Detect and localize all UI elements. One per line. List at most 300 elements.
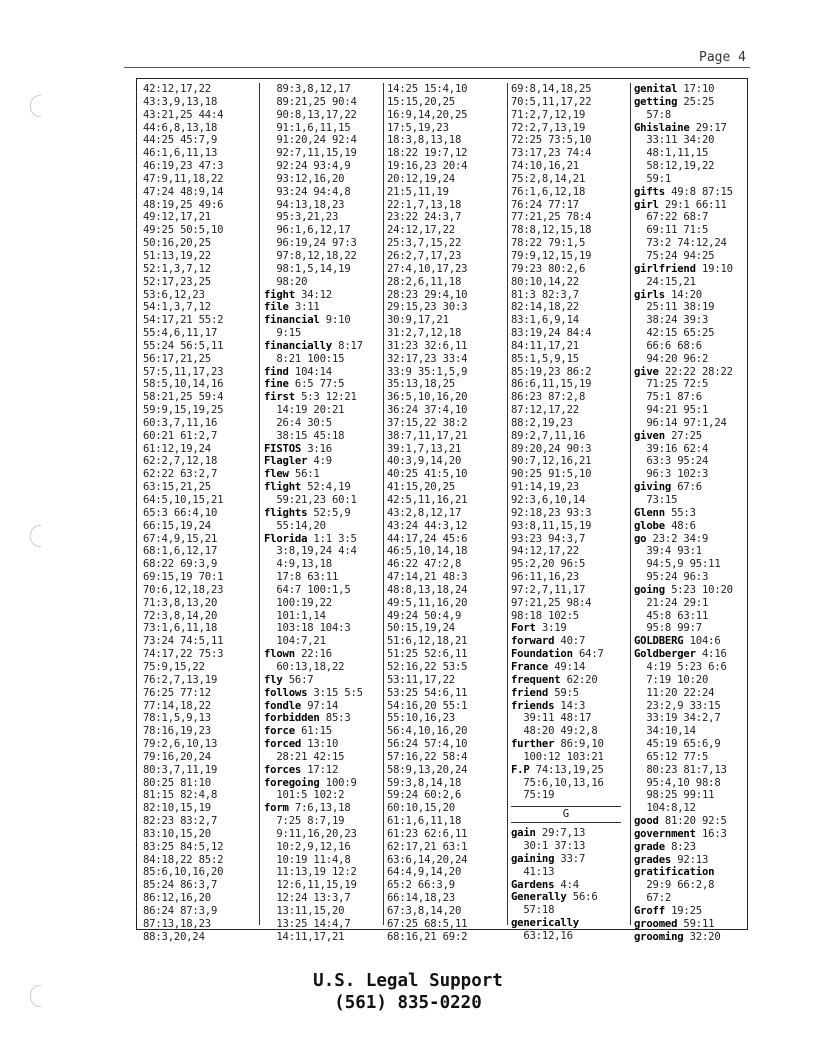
page-line-refs: 71:3,8,13,20	[143, 596, 218, 609]
index-entry	[264, 764, 382, 777]
page-line-refs: 29:17	[689, 121, 727, 134]
index-entry	[511, 879, 629, 892]
page-line-refs: 79:16,20,24	[143, 750, 211, 763]
index-entry-continuation	[264, 584, 382, 597]
page-line-refs: 4:19 5:23 6:6	[634, 660, 727, 673]
index-entry	[511, 635, 629, 648]
page-line-refs: 96:14 97:1,24	[634, 416, 727, 429]
page-line-refs: 14:3	[554, 699, 586, 712]
page-line-refs: 49:24 50:4,9	[387, 609, 462, 622]
index-term: Ghislaine	[634, 121, 690, 134]
index-entry	[264, 289, 382, 302]
page-line-refs: 44:6,8,13,18	[143, 121, 218, 134]
index-entry-continuation	[143, 109, 255, 122]
page-line-refs: 23:22 24:3,7	[387, 211, 462, 224]
index-entry-continuation	[143, 635, 255, 648]
page-line-refs: 66:15,19,24	[143, 519, 211, 532]
page-line-refs: 97:8,12,18,22	[264, 249, 357, 262]
page-line-refs: 78:1,5,9,13	[143, 712, 211, 725]
page-line-refs: 73:2 74:12,24	[634, 237, 727, 250]
index-term: genital	[634, 83, 678, 95]
page-line-refs: 51:25 52:6,11	[387, 648, 468, 661]
index-entry-continuation	[387, 468, 505, 481]
index-entry-continuation	[143, 83, 255, 96]
page-line-refs: 72:3,8,14,20	[143, 609, 218, 622]
index-entry	[634, 430, 746, 443]
index-entry-continuation	[511, 840, 629, 853]
page-line-refs: 70:5,11,17,22	[511, 95, 592, 108]
page-line-refs: 94:5,9 95:11	[634, 558, 721, 571]
page-line-refs: 89:2,7,11,16	[511, 429, 586, 442]
page-line-refs: 72:25 73:5,10	[511, 134, 592, 147]
page-line-refs: 80:25 81:10	[143, 776, 211, 789]
page-line-refs: 57:16,22 58:4	[387, 750, 468, 763]
page-line-refs: 52:4,19	[301, 481, 351, 494]
index-entry-continuation	[387, 558, 505, 571]
index-entry-continuation	[387, 751, 505, 764]
page-line-refs: 73:17,23 74:4	[511, 147, 592, 160]
page-line-refs: 56:7	[282, 673, 314, 686]
index-entry-continuation	[634, 340, 746, 353]
page-line-refs: 67:6	[671, 481, 702, 494]
index-entry-continuation	[143, 571, 255, 584]
page-line-refs: 47:9,11,18,22	[143, 172, 224, 185]
index-entry	[634, 186, 746, 199]
page-line-refs: 53:11,17,22	[387, 673, 455, 686]
index-entry-continuation	[387, 404, 505, 417]
index-entry-continuation	[264, 610, 382, 623]
index-term: given	[634, 429, 665, 442]
index-entry-continuation	[387, 725, 505, 738]
page-line-refs: 50:15,19,24	[387, 622, 455, 635]
index-entry-continuation	[264, 558, 382, 571]
index-entry-continuation	[634, 571, 746, 584]
page-line-refs: 69:8,14,18,25	[511, 83, 592, 95]
page-line-refs: 68:22 69:3,9	[143, 558, 218, 571]
page-line-refs: 92:13	[671, 853, 709, 866]
index-column-2	[264, 83, 382, 943]
page-line-refs: 97:14	[301, 699, 339, 712]
page-line-refs: 18:22 19:7,12	[387, 147, 468, 160]
page-line-refs: 62:2,7,12,18	[143, 455, 218, 468]
page-line-refs: 33:19 34:2,7	[634, 712, 721, 725]
index-entry-continuation	[511, 327, 629, 340]
index-entry-continuation	[143, 610, 255, 623]
page-line-refs: 41:15,20,25	[387, 481, 455, 494]
index-entry-continuation	[387, 918, 505, 931]
index-entry-continuation	[264, 828, 382, 841]
index-entry	[634, 828, 746, 841]
page-line-refs: 35:13,18,25	[387, 378, 455, 391]
page-line-refs: 3:19	[535, 622, 567, 635]
page-line-refs: 43:24 44:3,12	[387, 519, 468, 532]
index-entry-continuation	[143, 404, 255, 417]
index-entry-continuation	[511, 443, 629, 456]
index-entry-continuation	[143, 250, 255, 263]
page-line-refs: 63:3 95:24	[634, 455, 709, 468]
index-entry-continuation	[143, 892, 255, 905]
page-line-refs: 17:5,19,23	[387, 121, 449, 134]
page-line-refs: 89:20,24 90:3	[511, 442, 592, 455]
index-term: gratification	[634, 866, 715, 879]
page-line-refs: 58:21,25 59:4	[143, 391, 224, 404]
page-line-refs: 84:18,22 85:2	[143, 853, 224, 866]
page-line-refs: 75:24 94:25	[634, 249, 715, 262]
index-term: groomed	[634, 917, 678, 930]
index-term: flights	[264, 506, 308, 519]
page-line-refs: 67:2	[634, 892, 672, 905]
index-entry-continuation	[634, 468, 746, 481]
index-entry-continuation	[143, 725, 255, 738]
index-entry-continuation	[387, 366, 505, 379]
index-entry-continuation	[387, 815, 505, 828]
page-line-refs: 78:16,19,23	[143, 725, 211, 738]
index-entry-continuation	[634, 109, 746, 122]
page-line-refs: 39:11 48:17	[511, 712, 592, 725]
column-divider	[259, 83, 260, 925]
index-entry-continuation	[634, 558, 746, 571]
page-line-refs: 61:23 62:6,11	[387, 827, 468, 840]
page-line-refs: 95:8 99:7	[634, 622, 702, 635]
page-line-refs: 96:3 102:3	[634, 468, 709, 481]
index-entry-continuation	[143, 533, 255, 546]
index-entry-continuation	[511, 199, 629, 212]
page-line-refs: 57:8	[634, 108, 672, 121]
page-line-refs: 69:11 71:5	[634, 224, 709, 237]
index-term: follows	[264, 686, 308, 699]
index-entry	[634, 96, 746, 109]
index-entry-continuation	[511, 751, 629, 764]
page-line-refs: 48:20 49:2,8	[511, 725, 598, 738]
page-line-refs: 12:6,11,15,19	[264, 879, 357, 892]
index-entry-continuation	[387, 738, 505, 751]
page-line-refs: 100:9	[319, 776, 357, 789]
page-line-refs: 11:20 22:24	[634, 686, 715, 699]
page-line-refs: 16:3	[695, 827, 727, 840]
page-line-refs: 52:17,23,25	[143, 275, 211, 288]
page-line-refs: 74:13,19,25	[529, 763, 604, 776]
index-entry-continuation	[143, 622, 255, 635]
index-column-4	[511, 83, 629, 942]
index-entry-continuation	[511, 173, 629, 186]
page-line-refs: 97:2,7,11,17	[511, 583, 586, 596]
page-line-refs: 51:6,12,18,21	[387, 635, 468, 648]
index-entry-continuation	[634, 455, 746, 468]
page-line-refs: 63:12,16	[511, 930, 573, 942]
page-line-refs: 91:20,24 92:4	[264, 134, 357, 147]
page-line-refs: 46:5,10,14,18	[387, 545, 468, 558]
page-line-refs: 101:5 102:2	[264, 789, 345, 802]
index-entry-continuation	[511, 147, 629, 160]
index-entry-continuation	[634, 712, 746, 725]
page-line-refs: 94:13,18,23	[264, 198, 345, 211]
index-entry-continuation	[264, 224, 382, 237]
page-line-refs: 15:15,20,25	[387, 95, 455, 108]
page-line-refs: 90:25 91:5,10	[511, 468, 592, 481]
index-entry	[634, 122, 746, 135]
index-term: girls	[634, 288, 665, 301]
index-entry-continuation	[511, 455, 629, 468]
index-entry-continuation	[264, 83, 382, 96]
index-entry-continuation	[634, 224, 746, 237]
index-entry-continuation	[143, 327, 255, 340]
index-entry	[264, 507, 382, 520]
index-entry-continuation	[143, 289, 255, 302]
page-line-refs: 62:22 63:2,7	[143, 468, 218, 481]
index-entry-continuation	[511, 340, 629, 353]
page-line-refs: 5:3 12:21	[294, 391, 357, 404]
page-line-refs: 53:25 54:6,11	[387, 686, 468, 699]
index-term: Glenn	[634, 506, 665, 519]
index-entry	[634, 533, 746, 546]
index-entry-continuation	[387, 635, 505, 648]
index-entry-continuation	[634, 276, 746, 289]
index-entry	[634, 918, 746, 931]
page-line-refs: 57:18	[511, 904, 555, 917]
page-line-refs: 46:22 47:2,8	[387, 558, 462, 571]
page-line-refs: 97:21,25 98:4	[511, 596, 592, 609]
page-line-refs: 83:25 84:5,12	[143, 840, 224, 853]
index-entry	[511, 687, 629, 700]
index-entry-continuation	[511, 276, 629, 289]
index-entry-continuation	[387, 134, 505, 147]
page-line-refs: 67:25 68:5,11	[387, 917, 468, 930]
page-line-refs: 19:10	[695, 262, 733, 275]
index-entry	[634, 83, 746, 96]
index-entry-continuation	[387, 879, 505, 892]
page-line-refs: 52:5,9	[307, 506, 351, 519]
page-line-refs: 31:23 32:6,11	[387, 339, 468, 352]
page-line-refs: 52:1,3,7,12	[143, 262, 211, 275]
index-term: friend	[511, 686, 549, 699]
index-entry	[264, 648, 382, 661]
index-entry-continuation	[143, 918, 255, 931]
index-entry-continuation	[143, 147, 255, 160]
index-entry-continuation	[143, 661, 255, 674]
page-line-refs: 65:3 66:4,10	[143, 506, 218, 519]
index-entry-continuation	[387, 301, 505, 314]
index-entry-continuation	[511, 789, 629, 802]
index-entry-continuation	[387, 866, 505, 879]
index-entry-continuation	[634, 610, 746, 623]
index-entry-continuation	[634, 327, 746, 340]
index-entry	[264, 443, 382, 456]
page-line-refs: 17:8 63:11	[264, 571, 339, 584]
index-entry-continuation	[143, 366, 255, 379]
index-entry-continuation	[387, 892, 505, 905]
page-line-refs: 68:1,6,12,17	[143, 545, 218, 558]
index-entry-continuation	[387, 507, 505, 520]
page-line-refs: 85:19,23 86:2	[511, 365, 592, 378]
index-term: girlfriend	[634, 262, 696, 275]
page-line-refs: 46:1,6,11,13	[143, 147, 218, 160]
page-line-refs: 8:23	[664, 840, 696, 853]
page-line-refs: 25:11 38:19	[634, 301, 715, 314]
index-entry-continuation	[511, 378, 629, 391]
page-line-refs: 85:6,10,16,20	[143, 866, 224, 879]
page-line-refs: 67:22 68:7	[634, 211, 709, 224]
page-line-refs: 28:2,6,11,18	[387, 275, 462, 288]
page-line-refs: 33:7	[554, 852, 586, 865]
page-line-refs: 86:6,11,15,19	[511, 378, 592, 391]
page-line-refs: 19:16,23 20:4	[387, 160, 468, 173]
index-entry-continuation	[511, 134, 629, 147]
page-line-refs: 93:24 94:4,8	[264, 185, 351, 198]
page-line-refs: 23:2,9 33:15	[634, 699, 721, 712]
index-term: flew	[264, 468, 289, 481]
index-entry	[511, 827, 629, 840]
page-line-refs: 9:15	[264, 327, 302, 340]
index-entry-continuation	[387, 520, 505, 533]
index-entry-continuation	[387, 828, 505, 841]
page-line-refs: 56:4,10,16,20	[387, 725, 468, 738]
page-line-refs: 25:3,7,15,22	[387, 237, 462, 250]
index-entry-continuation	[511, 366, 629, 379]
page-line-refs: 89:3,8,12,17	[264, 83, 351, 95]
page-line-refs: 79:23 80:2,6	[511, 262, 586, 275]
index-entry-continuation	[143, 186, 255, 199]
page-line-refs: 59:21,23 60:1	[264, 494, 357, 506]
page-line-refs: 60:13,18,22	[264, 660, 345, 673]
index-entry-continuation	[387, 545, 505, 558]
page-line-refs: 39:1,7,13,21	[387, 442, 462, 455]
page-line-refs: 94:12,17,22	[511, 545, 579, 558]
page-line-refs: 26:4 30:5	[264, 416, 332, 429]
page-line-refs: 74:10,16,21	[511, 160, 579, 173]
index-term: further	[511, 738, 555, 751]
index-entry-continuation	[511, 314, 629, 327]
index-entry-continuation	[264, 815, 382, 828]
index-entry-continuation	[387, 327, 505, 340]
index-entry-continuation	[143, 700, 255, 713]
index-entry-continuation	[511, 353, 629, 366]
index-entry	[264, 725, 382, 738]
index-entry	[264, 314, 382, 327]
page-line-refs: 38:24 39:3	[634, 314, 709, 327]
index-entry-continuation	[634, 301, 746, 314]
page-line-refs: 42:5,11,16,21	[387, 494, 468, 506]
page-line-refs: 104:6	[683, 635, 721, 648]
index-column-5	[634, 83, 746, 943]
page-line-refs: 78:8,12,15,18	[511, 224, 592, 237]
index-entry-continuation	[143, 879, 255, 892]
index-entry-continuation	[264, 866, 382, 879]
page-line-refs: 14:11,17,21	[264, 930, 345, 943]
page-line-refs: 62:20	[560, 673, 598, 686]
page-line-refs: 37:15,22 38:2	[387, 416, 468, 429]
index-entry-continuation	[387, 931, 505, 944]
page-line-refs: 58:12,19,22	[634, 160, 715, 173]
index-entry-continuation	[387, 173, 505, 186]
index-entry-continuation	[634, 134, 746, 147]
page-line-refs: 77:21,25 78:4	[511, 211, 592, 224]
index-entry-continuation	[634, 391, 746, 404]
index-entry-continuation	[511, 610, 629, 623]
page-line-refs: 7:19 10:20	[634, 673, 709, 686]
index-entry-continuation	[143, 764, 255, 777]
index-term: giving	[634, 481, 672, 494]
page-line-refs: 22:1,7,13,18	[387, 198, 462, 211]
index-entry-continuation	[387, 109, 505, 122]
index-entry-continuation	[143, 789, 255, 802]
index-entry	[264, 468, 382, 481]
index-entry-continuation	[143, 854, 255, 867]
index-term: find	[264, 365, 289, 378]
page-line-refs: 70:6,12,18,23	[143, 583, 224, 596]
index-term: flight	[264, 481, 302, 494]
page-line-refs: 92:3,6,10,14	[511, 494, 586, 506]
page-line-refs: 33:11 34:20	[634, 134, 715, 147]
index-entry-continuation	[387, 533, 505, 546]
page-line-refs: 75:6,10,13,16	[511, 776, 604, 789]
page-line-refs: 47:14,21 48:3	[387, 571, 468, 584]
index-term: fondle	[264, 699, 302, 712]
index-entry-continuation	[143, 378, 255, 391]
page-line-refs: 29:15,23 30:3	[387, 301, 468, 314]
index-entry-continuation	[387, 289, 505, 302]
index-entry	[634, 289, 746, 302]
page-line-refs: 83:10,15,20	[143, 827, 211, 840]
index-entry-continuation	[143, 520, 255, 533]
page-line-refs: 49:5,11,16,20	[387, 596, 468, 609]
index-entry	[511, 622, 629, 635]
index-entry	[634, 815, 746, 828]
index-entry-continuation	[143, 211, 255, 224]
page-line-refs: 26:2,7,17,23	[387, 249, 462, 262]
page-line-refs: 73:15	[634, 494, 678, 506]
index-term: fight	[264, 288, 295, 301]
index-entry	[511, 700, 629, 713]
page-line-refs: 80:23 81:7,13	[634, 763, 727, 776]
page-line-refs: 52:16,22 53:5	[387, 660, 468, 673]
index-entry-continuation	[143, 468, 255, 481]
index-term: first	[264, 391, 295, 404]
page-line-refs: 94:21 95:1	[634, 404, 709, 417]
page-line-refs: 85:1,5,9,15	[511, 352, 579, 365]
index-entry	[264, 687, 382, 700]
page-line-refs: 75:1 87:6	[634, 391, 702, 404]
page-line-refs: 95:4,10 98:8	[634, 776, 721, 789]
page-line-refs: 95:2,20 96:5	[511, 558, 586, 571]
index-entry	[511, 853, 629, 866]
page-line-refs: 16:9,14,20,25	[387, 108, 468, 121]
index-entry-continuation	[634, 777, 746, 790]
index-entry	[634, 841, 746, 854]
index-entry-continuation	[264, 892, 382, 905]
page-line-refs: 64:5,10,15,21	[143, 494, 224, 506]
index-entry-continuation	[264, 879, 382, 892]
index-entry-continuation	[387, 841, 505, 854]
page-line-refs: 65:2 66:3,9	[387, 879, 455, 892]
page-line-refs: 63:15,21,25	[143, 481, 211, 494]
index-entry	[264, 366, 382, 379]
index-entry-continuation	[143, 481, 255, 494]
page-line-refs: 61:1,6,11,18	[387, 815, 462, 828]
page-line-refs: 80:10,14,22	[511, 275, 579, 288]
index-entry-continuation	[634, 879, 746, 892]
index-entry-continuation	[143, 738, 255, 751]
page-line-refs: 48:19,25 49:6	[143, 198, 224, 211]
page-line-refs: 29:1 66:11	[658, 198, 727, 211]
index-entry-continuation	[387, 571, 505, 584]
index-term: grade	[634, 840, 665, 853]
index-entry-continuation	[511, 417, 629, 430]
index-entry-continuation	[634, 751, 746, 764]
page-line-refs: 71:2,7,12,19	[511, 108, 586, 121]
page-line-refs: 44:25 45:7,9	[143, 134, 218, 147]
index-entry	[634, 520, 746, 533]
index-entry-continuation	[634, 173, 746, 186]
